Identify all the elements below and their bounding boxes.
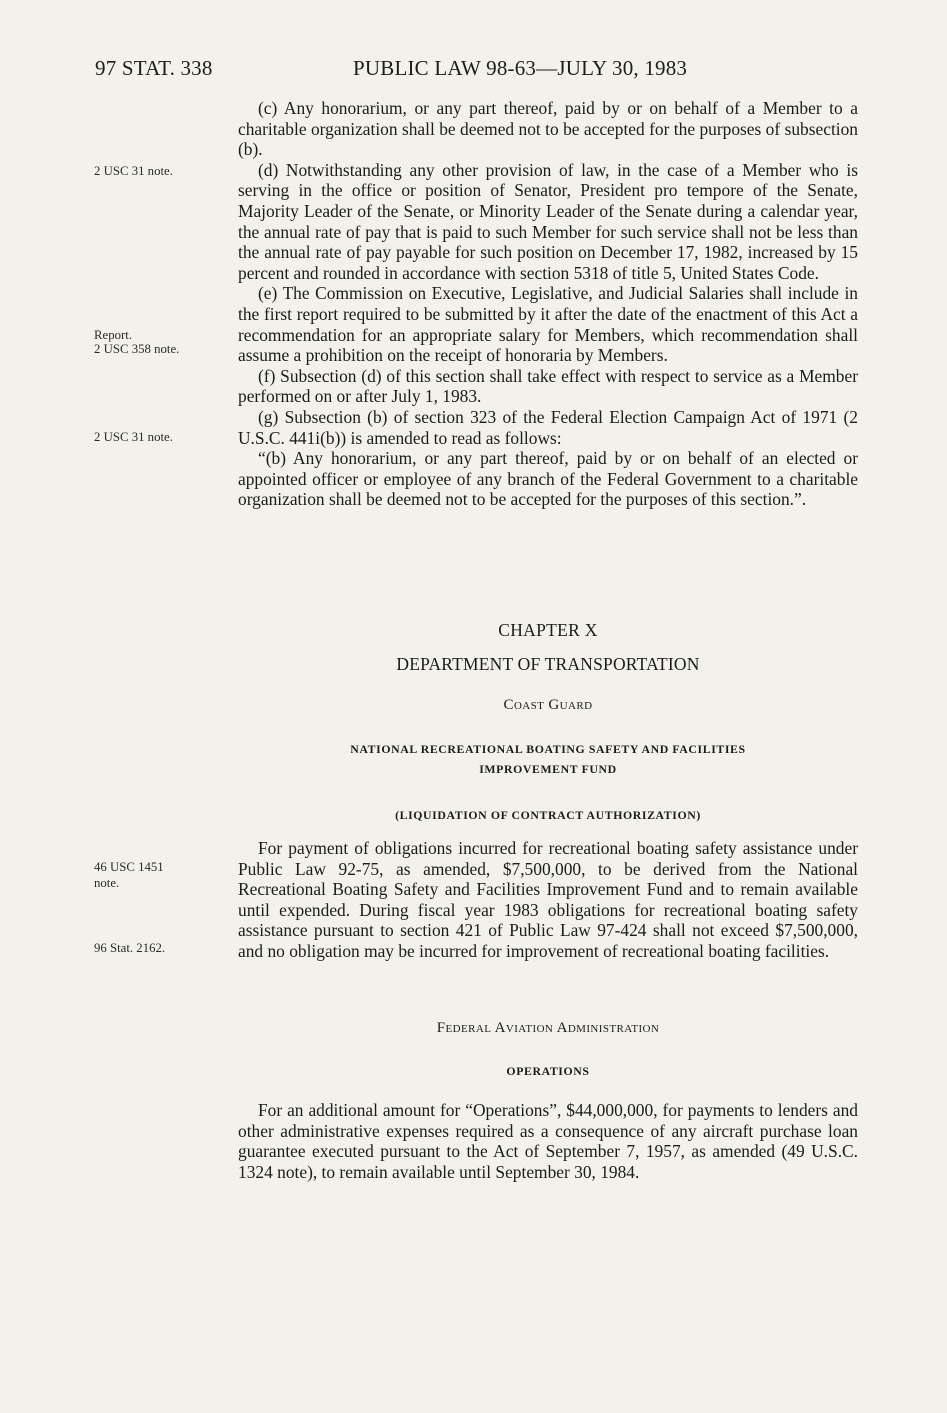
- margin-note-f: 2 USC 31 note.: [94, 430, 173, 444]
- boating-appropriation: [238, 838, 858, 962]
- paragraph-g: (g) Subsection (b) of section 323 of the Federal Election Campaign Act of 1971 (2 U.S.C. 441i(b)) is amended to read as follows:: [238, 406, 858, 448]
- department-heading: DEPARTMENT OF TRANSPORTATION: [396, 654, 700, 674]
- fund-title-line-1: NATIONAL RECREATIONAL BOATING SAFETY AND FACILITIES: [350, 742, 746, 756]
- agency-heading-coast-guard: Coast Guard: [503, 697, 593, 713]
- page-header: [95, 56, 855, 86]
- margin-note-boating: 46 USC 1451: [94, 860, 164, 874]
- operations-paragraph: For an additional amount for “Operations”, $44,000,000, for payments to lenders and other administrative expenses required as a consequence of any aircraft purchase loan guarantee executed pursuant to the Act of September 7, 1957, as amended (49 U.S.C. 1324 note), to remain available until September 30, 1984.: [238, 1100, 858, 1182]
- boating-paragraph: For payment of obligations incurred for recreational boating safety assistance under Public Law 92-75, as amended, $7,500,000, to be derived from the National Recreational Boating Safety and Facilities Improvement Fund and to remain available until expended. During fiscal year 1983 obligations for recreational boating safety assistance pursuant to section 421 of Public Law 97-424 shall not exceed $7,500,000, and no obligation may be incurred for improvement of recreational boating facilities.: [238, 838, 858, 961]
- chapter-heading: CHAPTER X: [498, 620, 598, 640]
- paragraph-c: (c) Any honorarium, or any part thereof, paid by or on behalf of a Member to a charitable organization shall be deemed not to be accepted for the purposes of subsection (b).: [238, 98, 858, 160]
- operations-heading: OPERATIONS: [506, 1064, 590, 1078]
- fund-title-line-2: IMPROVEMENT FUND: [479, 762, 617, 776]
- paragraph-e: (e) The Commission on Executive, Legislative, and Judicial Salaries shall include in the first report required to be submitted by it after the date of the enactment of this Act a recommendation for an appropriate salary for Members, which recommendation shall assume a prohibition on the receipt of honoraria by Members.: [238, 283, 858, 366]
- margin-note-stat: 96 Stat. 2162.: [94, 941, 166, 955]
- margin-note-boating-2: note.: [94, 876, 120, 890]
- paragraph-d: (d) Notwithstanding any other provision of law, in the case of a Member who is serving in the office or position of Senator, President pro tempore of the Senate, Majority Leader of the Senate, or Minority Leader of the Senate during a calendar year, the annual rate of pay that is paid to such Member for such service shall not be less than the annual rate of pay payable for such position on December 17, 1982, increased by 15 percent and rounded in accordance with section 5318 of title 5, United States Code.: [238, 159, 858, 283]
- paragraph-g-quote: “(b) Any honorarium, or any part thereof, paid by or on behalf of an elected or appointed officer or employee of any branch of the Federal Government to a charitable organization shall be deemed not to be accepted for the purposes of this section.”.: [238, 448, 858, 510]
- agency-heading-faa: Federal Aviation Administration: [436, 1020, 660, 1036]
- paragraph-f: (f) Subsection (d) of this section shall take effect with respect to service as a Member performed on or after July 1, 1983.: [238, 365, 858, 407]
- liquidation-heading: (LIQUIDATION OF CONTRACT AUTHORIZATION): [395, 808, 701, 822]
- margin-note-e: 2 USC 358 note.: [94, 342, 180, 356]
- stat-reference: 97 STAT. 338: [95, 56, 213, 80]
- section-body: [238, 98, 858, 510]
- margin-note-report: Report.: [94, 328, 133, 342]
- margin-note-d: 2 USC 31 note.: [94, 164, 173, 178]
- operations-appropriation: [238, 1100, 858, 1182]
- law-title: PUBLIC LAW 98-63—JULY 30, 1983: [353, 56, 688, 80]
